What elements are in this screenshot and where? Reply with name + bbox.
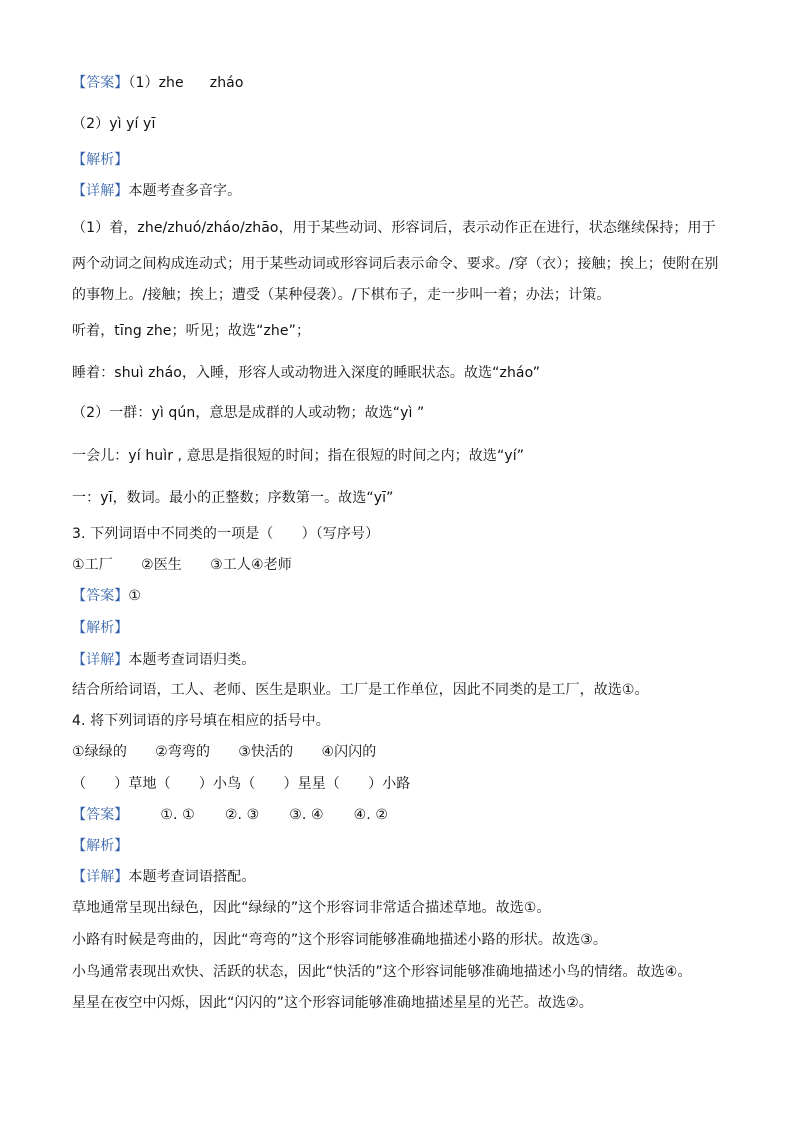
q4-question: 4. 将下列词语的序号填在相应的括号中。	[72, 713, 330, 729]
q2-answer-line	[72, 73, 244, 93]
analysis-tag: 【解析】	[72, 152, 129, 168]
q2-paragraph-4: 听着，tīng zhe；听见；故选“zhe”；	[72, 323, 311, 339]
detail-tag: 【详解】	[72, 183, 129, 199]
q4-paragraph-2: 小路有时候是弯曲的，因此“弯弯的”这个形容词能够准确地描述小路的形状。故选③。	[72, 932, 607, 948]
q2-answer-1b: zháo	[209, 75, 244, 91]
q3-detail-intro: 本题考查词语归类。	[128, 652, 256, 668]
q4-answer-2: ②. ③	[224, 807, 260, 823]
q3-options: ①工厂 ②医生 ③工人④老师	[72, 557, 292, 573]
answer-tag: 【答案】	[72, 588, 129, 604]
answer-tag: 【答案】	[72, 807, 129, 823]
detail-tag: 【详解】	[72, 869, 129, 885]
q2-detail-intro: 本题考查多音字。	[128, 183, 242, 199]
q4-detail-line	[72, 867, 255, 887]
q4-options: ①绿绿的 ②弯弯的 ③快活的 ④闪闪的	[72, 744, 377, 760]
q4-detail-intro: 本题考查词语搭配。	[128, 869, 256, 885]
q3-paragraph-1: 结合所给词语，工人、老师、医生是职业。工厂是工作单位，因此不同类的是工厂，故选①。	[72, 682, 649, 698]
q2-answer-1: （1）zhe	[128, 75, 184, 91]
q2-paragraph-2: 两个动词之间构成连动式；用于某些动词或形容词后表示命令、要求。/穿（衣）；接触；挨上；使附在别	[72, 256, 719, 272]
q4-blanks: （ ）草地（ ）小鸟（ ）星星（ ）小路	[72, 776, 411, 792]
q4-answer-line	[72, 805, 388, 825]
q2-paragraph-6: （2）一群：yì qún，意思是成群的人或动物；故选“yì ”	[72, 405, 425, 421]
q2-paragraph-1: （1）着，zhe/zhuó/zháo/zhāo，用于某些动词、形容词后，表示动作正在进行，状态继续保持；用于	[72, 220, 716, 236]
q4-paragraph-1: 草地通常呈现出绿色，因此“绿绿的”这个形容词非常适合描述草地。故选①。	[72, 900, 551, 916]
q2-paragraph-8: 一：yī，数词。最小的正整数；序数第一。故选“yī”	[72, 490, 394, 506]
q3-answer: ①	[128, 588, 142, 604]
q4-answer-4: ④. ②	[353, 807, 389, 823]
q3-detail-line	[72, 650, 255, 670]
q2-detail-line	[72, 181, 241, 201]
q4-answer-3: ③. ④	[289, 807, 324, 823]
analysis-tag: 【解析】	[72, 838, 129, 854]
q4-answer-1: ①. ①	[160, 807, 195, 823]
q3-answer-line	[72, 586, 141, 606]
analysis-tag: 【解析】	[72, 620, 129, 636]
detail-tag: 【详解】	[72, 652, 129, 668]
answer-tag: 【答案】	[72, 75, 129, 91]
q2-paragraph-3: 的事物上。/接触；挨上；遭受（某种侵袭）。/下棋布子，走一步叫一着；办法；计策。	[72, 287, 611, 303]
q2-answer-2: （2）yì yí yī	[72, 116, 156, 132]
q4-paragraph-4: 星星在夜空中闪烁，因此“闪闪的”这个形容词能够准确地描述星星的光芒。故选②。	[72, 995, 593, 1011]
q4-paragraph-3: 小鸟通常表现出欢快、活跃的状态，因此“快活的”这个形容词能够准确地描述小鸟的情绪。故选④。	[72, 964, 692, 980]
q2-paragraph-7: 一会儿：yí huìr , 意思是指很短的时间；指在很短的时间之内；故选“yí”	[72, 448, 525, 464]
q2-paragraph-5: 睡着：shuì zháo，入睡，形容人或动物进入深度的睡眠状态。故选“zháo”	[72, 365, 541, 381]
q3-question: 3. 下列词语中不同类的一项是（ ）（写序号）	[72, 526, 380, 542]
